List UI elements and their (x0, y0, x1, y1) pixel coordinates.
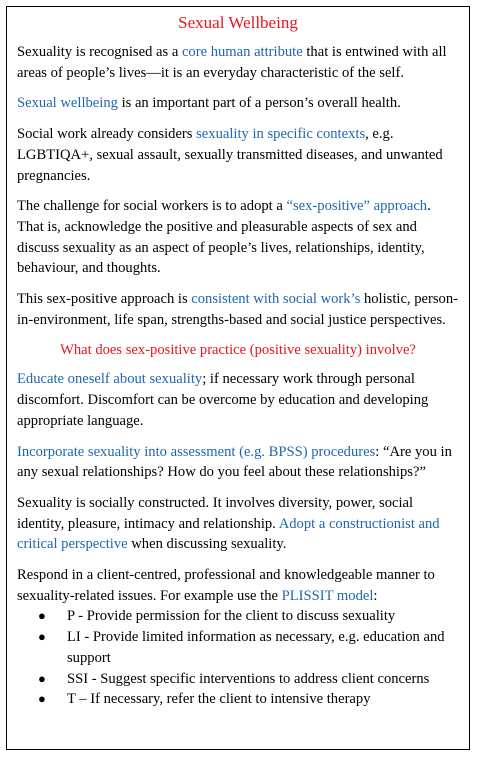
highlight-specific-contexts: sexuality in specific contexts (196, 126, 366, 143)
text: . That is, acknowledge the positive and pleasurable aspects of sex and discuss sexuality as an aspect of people’s lives, relationships, identity, behaviour, and thoughts. (17, 198, 431, 277)
list-item-text: T – If necessary, refer the client to intensive therapy (67, 691, 371, 708)
paragraph-socially-constructed (17, 493, 459, 555)
text: when discussing sexuality. (127, 536, 287, 553)
highlight-constructionist-perspective: Adopt a constructionist and critical perspective (17, 515, 440, 553)
plissit-list (17, 606, 459, 710)
paragraph-core-attribute (17, 42, 459, 83)
page-title: Sexual Wellbeing (178, 13, 298, 32)
text: holistic, person-in-environment, life span, strengths-based and social justice perspectives. (17, 291, 458, 328)
text: Sexuality is socially constructed. It involves diversity, power, social identity, pleasure, intimacy and relationship. (17, 494, 414, 532)
text: : “Are you in any sexual relationships? How do you feel about these relationships?” (17, 443, 452, 481)
text: This sex-positive approach is (17, 291, 192, 308)
list-item-text: LI - Provide limited information as necessary, e.g. education and support (67, 629, 445, 666)
highlight-consistent-social-work: consistent with social work’s (191, 291, 361, 308)
text: is an important part of a person’s overall health. (117, 95, 401, 112)
paragraph-specific-contexts (17, 124, 459, 186)
list-item (38, 606, 459, 627)
paragraph-consistent-social-work (17, 289, 459, 330)
paragraph-educate-oneself (17, 369, 459, 431)
highlight-core-human-attribute: core human attribute (181, 44, 303, 60)
text: The challenge for social workers is to adopt a (17, 198, 287, 215)
bullet-icon: ● (38, 670, 46, 686)
highlight-assessment: Incorporate sexuality into assessment (e.g. BPSS) procedures (17, 443, 376, 460)
bullet-icon: ● (38, 608, 46, 624)
text: Social work already considers (17, 126, 197, 143)
section-heading: What does sex-positive practice (positive sexuality) involve? (60, 342, 416, 359)
list-item-text: P - Provide permission for the client to discuss sexuality (67, 608, 396, 625)
info-card (6, 6, 470, 750)
paragraph-assessment (17, 442, 459, 483)
highlight-sex-positive-approach: “sex-positive” approach (286, 198, 428, 215)
text: ; if necessary work through personal discomfort. Discomfort can be overcome by education and developing appropriate language. (17, 371, 429, 429)
paragraph-respond (17, 565, 459, 606)
bullet-icon: ● (38, 629, 46, 645)
bullet-icon: ● (38, 691, 46, 707)
text: Respond in a client-centred, professional and knowledgeable manner to sexuality-related issues. For example use the (17, 567, 435, 604)
list-item (38, 689, 459, 710)
highlight-sexual-wellbeing: Sexual wellbeing (17, 95, 118, 112)
highlight-educate-oneself: Educate oneself about sexuality (17, 371, 203, 388)
highlight-plissit-model: PLISSIT model (281, 587, 374, 604)
text: , e.g. LGBTIQA+, sexual assault, sexually transmitted diseases, and unwanted pregnancies. (17, 126, 443, 184)
list-item (38, 627, 459, 668)
text: that is entwined with all areas of people’s lives—it is an everyday characteristic of the self. (17, 44, 447, 81)
paragraph-sex-positive-approach (17, 196, 459, 279)
paragraph-sexual-wellbeing (17, 93, 459, 114)
text: : (373, 587, 378, 604)
text: Sexuality is recognised as a (17, 44, 182, 60)
list-item-text: SSI - Suggest specific interventions to address client concerns (67, 670, 430, 687)
list-item (38, 669, 459, 690)
